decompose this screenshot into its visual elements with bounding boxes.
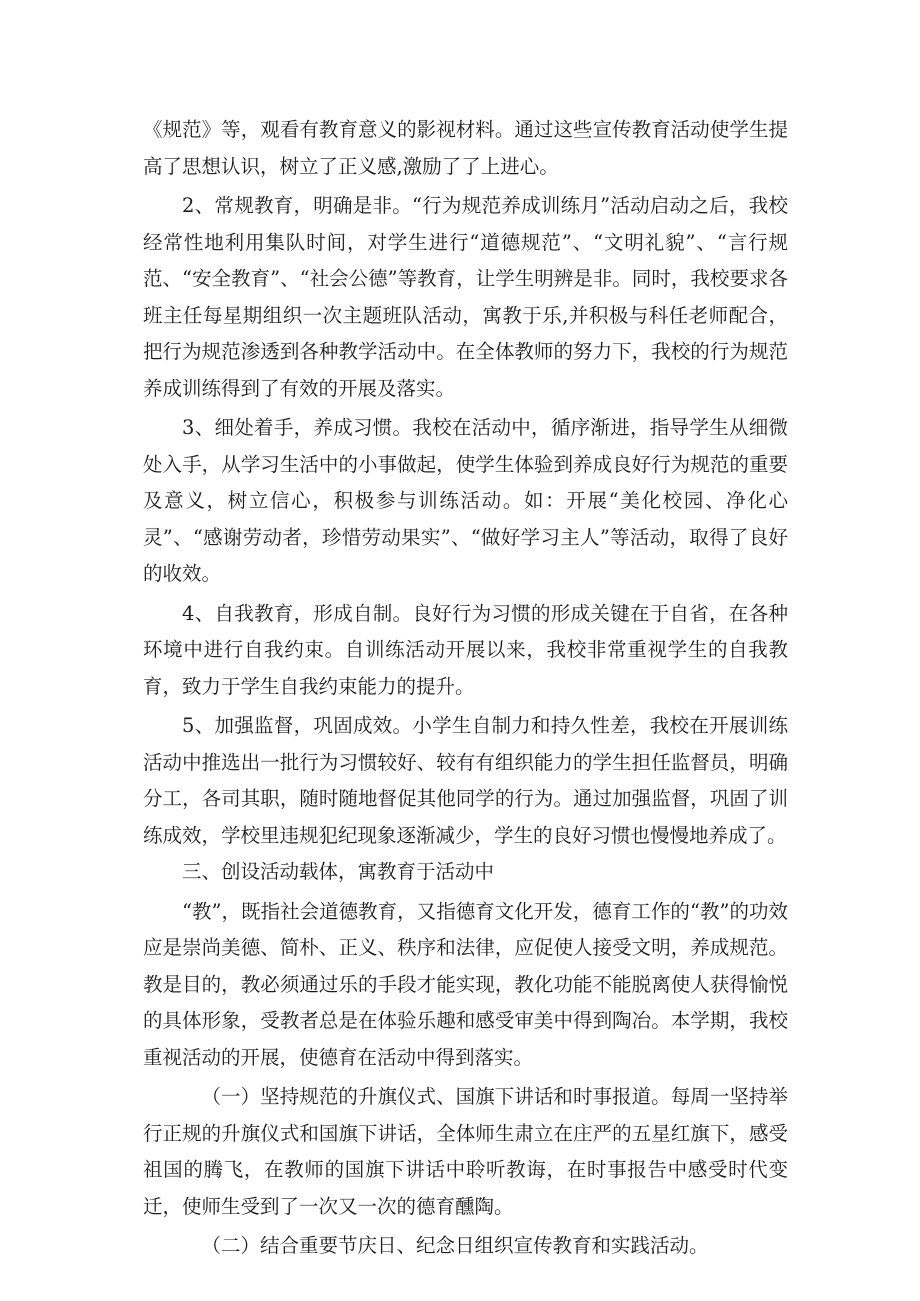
document-body bbox=[143, 112, 788, 1265]
paragraph-habit-forming: 3、细处着手，养成习惯。我校在活动中，循序渐进，指导学生从细微处入手，从学习生活中的小事做起，使学生体验到养成良好行为规范的重要及意义，树立信心，积极参与训练活动。如：开展“美化校园、净化心灵”、“感谢劳动者，珍惜劳动果实”、“做好学习主人”等活动，取得了良好的收效。 bbox=[143, 416, 788, 585]
paragraph-flag-ceremony: （一）坚持规范的升旗仪式、国旗下讲话和时事报道。每周一坚持举行正规的升旗仪式和国旗下讲话，全体师生肃立在庄严的五星红旗下，感受祖国的腾飞，在教师的国旗下讲话中聆听教诲，在时事报告中感受时代变迁，使师生受到了一次又一次的德育醺陶。 bbox=[143, 1085, 788, 1218]
paragraph-teaching-definition: “教”，既指社会道德教育，又指德育文化开发，德育工作的“教”的功效应是崇尚美德、简朴、正义、秩序和法律，应促使人接受文明，养成规范。教是目的，教必须通过乐的手段才能实现，教化功能不能脱离使人获得愉悦的具体形象，受教者总是在体验乐趣和感受审美中得到陶冶。本学期，我校重视活动的开展，使德育在活动中得到落实。 bbox=[143, 899, 788, 1069]
paragraph-supervision: 5、加强监督，巩固成效。小学生自制力和持久性差，我校在开展训练活动中推选出一批行为习惯较好、较有有组织能力的学生担任监督员，明确分工，各司其职，随时随地督促其他同学的行为。通过加强监督，巩固了训练成效，学校里违规犯纪现象逐渐减少，学生的良好习惯也慢慢地养成了。 bbox=[143, 714, 788, 847]
paragraph-continuation: 《规范》等，观看有教育意义的影视材料。通过这些宣传教育活动使学生提高了思想认识，树立了正义感,激励了了上进心。 bbox=[143, 118, 788, 178]
section-heading-activities: 三、创设活动载体，寓教育于活动中 bbox=[182, 860, 495, 883]
paragraph-festival-activities: （二）结合重要节庆日、纪念日组织宣传教育和实践活动。 bbox=[201, 1234, 709, 1257]
paragraph-self-education: 4、自我教育，形成自制。良好行为习惯的形成关键在于自省，在各种环境中进行自我约束。自训练活动开展以来，我校非常重视学生的自我教育，致力于学生自我约束能力的提升。 bbox=[143, 601, 788, 698]
paragraph-routine-education: 2、常规教育，明确是非。“行为规范养成训练月”活动启动之后，我校经常性地利用集队时间，对学生进行“道德规范”、“文明礼貌”、“言行规范、“安全教育”、“社会公德”等教育，让学生明辨是非。同时，我校要求各班主任每星期组织一次主题班队活动，寓教于乐,并积极与科任老师配合，把行为规范渗透到各种教学活动中。在全体教师的努力下，我校的行为规范养成训练得到了有效的开展及落实。 bbox=[143, 194, 788, 400]
